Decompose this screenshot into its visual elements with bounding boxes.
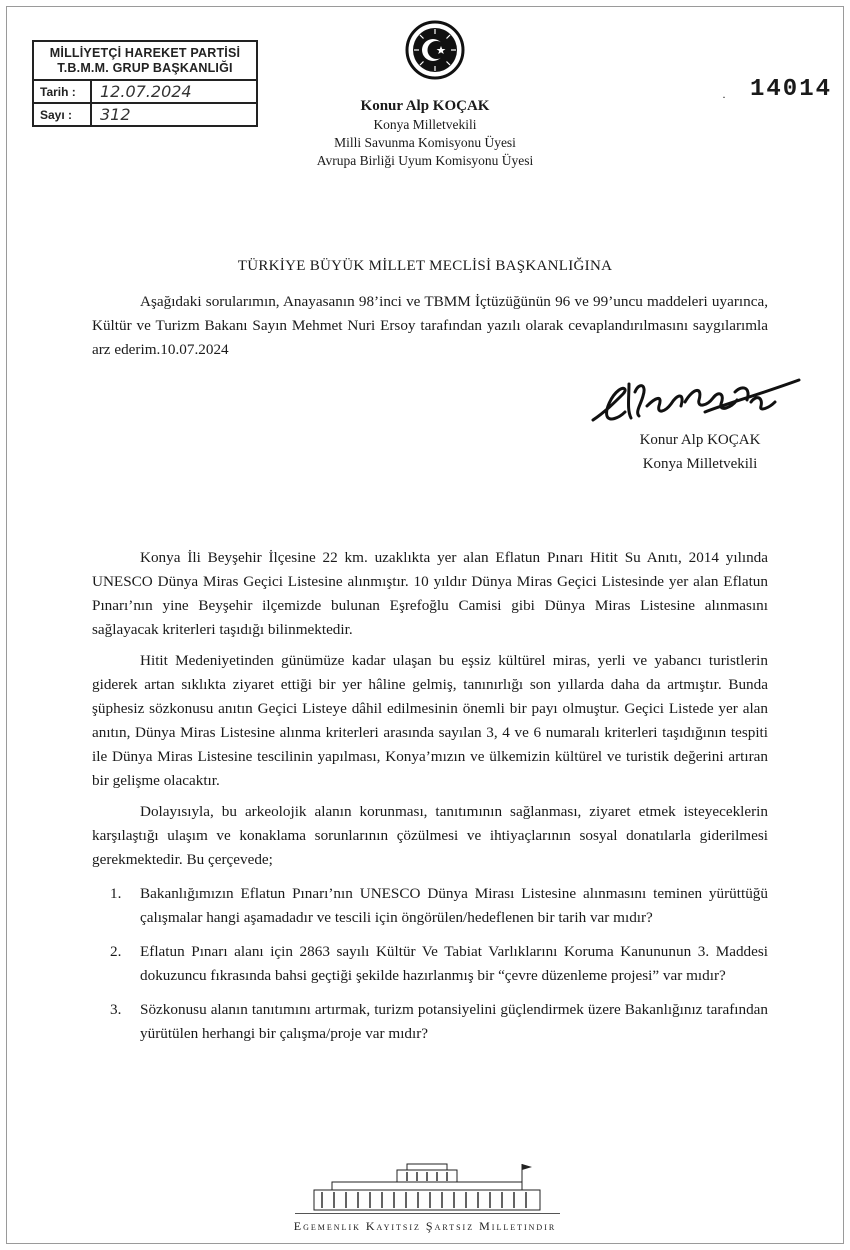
question-list [92,882,768,1046]
intro-paragraph [92,290,768,362]
margin-ticks: · [722,90,726,104]
question-item [92,882,768,930]
document-body [92,546,768,1046]
letterhead-name: Konur Alp KOÇAK [360,98,490,114]
question-number: 2. [110,943,122,960]
question-item [92,940,768,988]
footer-motto: Egemenlik Kayıtsız Şartsız Milletindir [293,1219,557,1233]
letterhead [0,96,850,170]
handwritten-signature [585,372,805,432]
stamp-header [34,42,256,81]
signatory-name: Konur Alp KOÇAK [639,432,761,448]
footer-rule [295,1213,560,1214]
body-paragraph: Dolayısıyla, bu arkeolojik alanın korunması, tanıtımının sağlanması, ziyaret etmek isteyeceklerin karşılaştığı ulaşım ve konaklama sorunlarının çözülmesi ve ihtiyaçlarının sosyal donatılarla giderilmesi gerekmektedir. Bu çerçevede; [92,803,768,868]
letterhead-line: Milli Savunma Komisyonu Üyesi [334,135,516,150]
question-text: Bakanlığımızın Eflatun Pınarı’nın UNESCO Dünya Mirası Listesine alınmasını teminen yürüttüğü çalışmalar hangi aşamadadır ve tescili için öngörülen/hedeflenen bir tarih var mıdır? [140,885,768,926]
stamp-date-value: 12.07.2024 [100,82,192,101]
body-paragraph: Hitit Medeniyetinden günümüze kadar ulaşan bu eşsiz kültürel miras, yerli ve yabancı turistlerin giderek artan sıklıkta ziyaret ettiği bir yer hâline gelmiş, tanınırlığı son yıllarda daha da artmıştır. Bunda şüphesiz sözkonusu anıtın Geçici Listeye dâhil edilmesinin önemli bir payı olmuştur. Geçici Listede yer alan anıtın, Dünya Miras Listesine alınma kriterleri arasında sayılan 3, 4 ve 6 numaralı kriterleri taşıdığının tespiti ile Dünya Miras Listesine tescilinin yapılması, Konya’mızın ve ülkemizin kültürel ve turistik değerini artıran bir gelişme olacaktır. [92,652,768,789]
intro-text: Aşağıdaki sorularımın, Anayasanın 98’inci ve TBMM İçtüzüğünün 96 ve 99’uncu maddeleri uyarınca, Kültür ve Turizm Bakanı Sayın Mehmet Nuri Ersoy tarafından yazılı olarak cevaplandırılmasını saygılarımla arz ederim.10.07.2024 [92,293,768,358]
letterhead-line: Avrupa Birliği Uyum Komisyonu Üyesi [316,153,534,168]
addressee: TÜRKİYE BÜYÜK MİLLET MECLİSİ BAŞKANLIĞINA [237,258,613,274]
parliament-building-icon [312,1160,542,1212]
signature-block [600,428,800,476]
document-number: 14014 [749,76,832,103]
stamp-number-value: 312 [100,105,131,124]
stamp-line-1: MİLLİYETÇİ HAREKET PARTİSİ [49,46,241,60]
letterhead-line: Konya Milletvekili [373,117,477,132]
signatory-title: Konya Milletvekili [642,456,758,472]
stamp-line-2: T.B.M.M. GRUP BAŞKANLIĞI [57,61,233,75]
tbmm-emblem-icon [405,20,465,80]
question-number: 1. [110,885,122,902]
body-paragraph: Konya İli Beyşehir İlçesine 22 km. uzaklıkta yer alan Eflatun Pınarı Hitit Su Anıtı, 2014 yılında UNESCO Dünya Miras Geçici Listesine alınmıştır. 10 yıldır Dünya Miras Geçici Listesinde yer alan Eflatun Pınarı’nın yine Beyşehir ilçemizde bulunan Eşrefoğlu Camisi gibi Dünya Miras Listesine alınmasını sağlayacak kriterleri taşıdığı bilinmektedir. [92,549,768,638]
stamp-number-label: Sayı : [34,104,92,125]
question-text: Sözkonusu alanın tanıtımını artırmak, turizm potansiyelini güçlendirmek üzere Bakanlığınız tarafından yürütülen herhangi bir çalışma/proje var mıdır? [140,1001,768,1042]
question-text: Eflatun Pınarı alanı için 2863 sayılı Kültür Ve Tabiat Varlıklarını Koruma Kanununun 3. Maddesi dokuzuncu fıkrasında bahsi geçtiği şekilde hazırlanmış bir “çevre düzenleme projesi” var mıdır? [140,943,768,984]
question-number: 3. [110,1001,122,1018]
stamp-date-label: Tarih : [34,81,92,102]
question-item [92,998,768,1046]
